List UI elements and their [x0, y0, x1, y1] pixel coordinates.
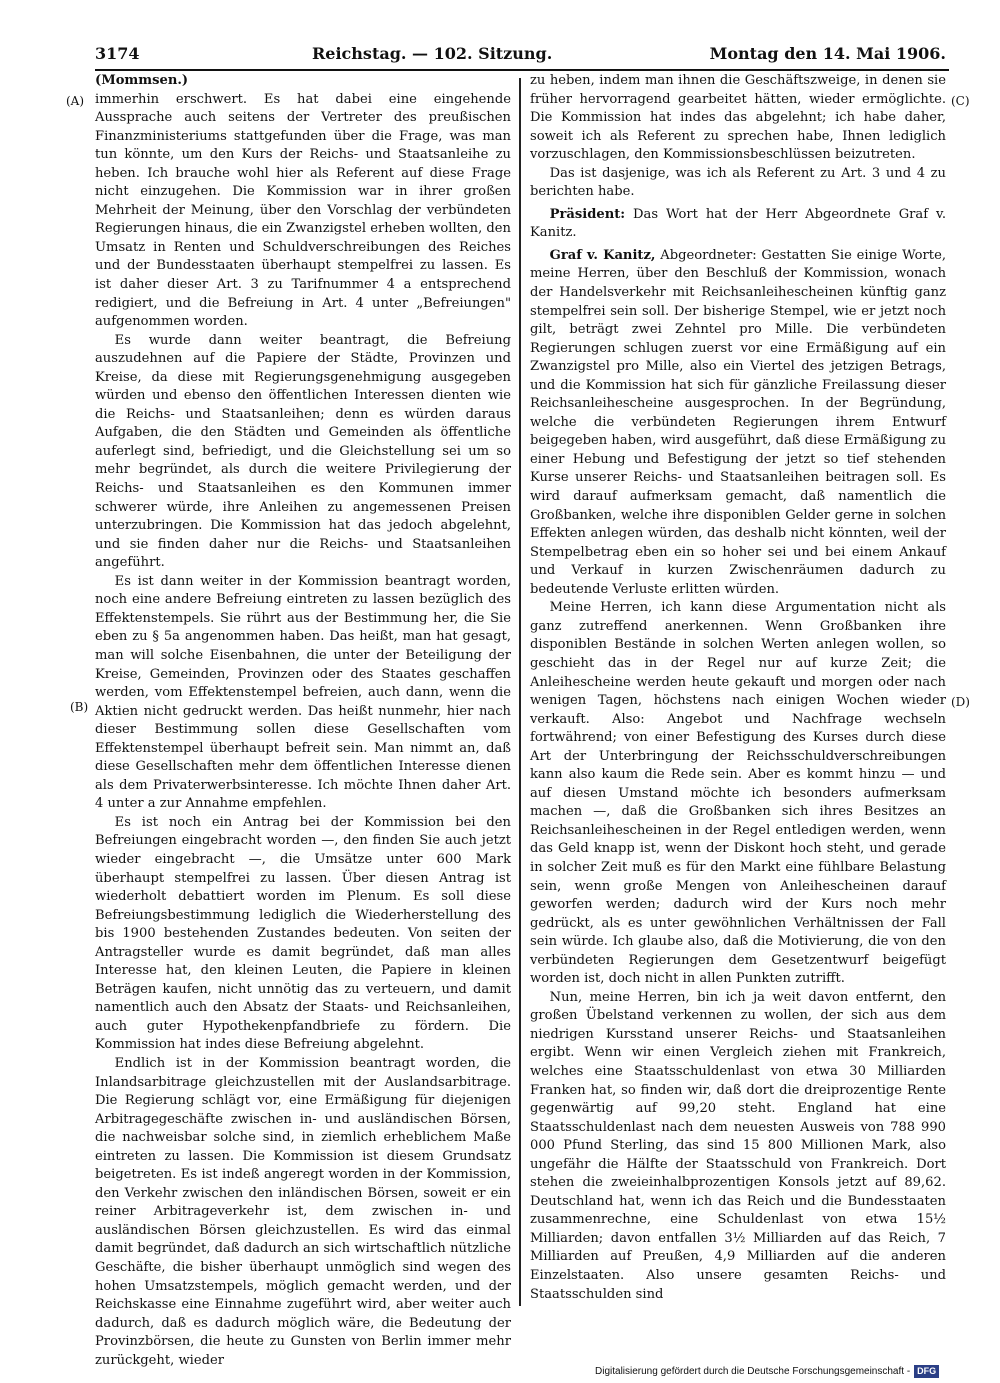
footer-text: Digitalisierung gefördert durch die Deutsche Forschungsgemeinschaft -	[595, 1366, 911, 1377]
paragraph: Das ist dasjenige, was ich als Referent zu Art. 3 und 4 zu berichten habe.	[530, 165, 946, 200]
president-text: Das Wort hat der Herr Abgeordnete Graf v. Kanitz.	[530, 206, 946, 241]
page-header	[95, 44, 949, 70]
speaker-name: Graf v. Kanitz,	[549, 247, 656, 263]
section-tag: (Mommsen.)	[95, 73, 189, 88]
speech-opening	[530, 247, 946, 599]
page-title: Reichstag. — 102. Sitzung.	[312, 44, 553, 63]
header-rule	[95, 69, 949, 71]
president-statement	[530, 206, 946, 243]
left-column	[95, 72, 511, 1368]
margin-mark-c: (C)	[951, 94, 970, 108]
paragraph: zu heben, indem man ihnen die Geschäftszweige, in denen sie früher hervorragend gearbeitet hätten, wieder ermöglichte. Die Kommission hat indes das abgelehnt; ich habe daher, soweit ich als Referent zu sprechen habe, Ihnen lediglich vorzuschlagen, den Kommissionsbeschlüssen beizutreten.	[530, 73, 946, 163]
paragraph: Endlich ist in der Kommission beantragt worden, die Inlandsarbitrage gleichzustellen mit der Auslandsarbitrage. Die Regierung schlägt vor, eine Ermäßigung für diejenigen Arbitragegeschäfte zwischen in- und ausländischen Börsen, die nachweisbar solche sind, in ziemlich erheblichem Maße eintreten zu lassen. Die Kommission ist diesem Grundsatz beigetreten. Es ist indeß angeregt worden in der Kommission, den Verkehr zwischen den inländischen Börsen, soweit er ein reiner Arbitrageverkehr ist, dem zwischen in- und ausländischen Börsen gleichzustellen. Es wird das einmal damit begründet, daß dadurch an sich wirtschaftlich nützliche Geschäfte, die bisher überhaupt unmöglich sind wegen des hohen Umsatzstempels, möglich gemacht werden, und der Reichskasse eine Einnahme zugeführt wird, aber weiter auch dadurch, daß es dadurch möglich wäre, die Bedeutung der Provinzbörsen, die heute zu Gunsten von Berlin immer mehr zurückgeht, wieder	[95, 1055, 511, 1368]
column-divider	[519, 78, 521, 1306]
speaker-role: Abgeordneter:	[660, 247, 757, 263]
paragraph: Meine Herren, ich kann diese Argumentation nicht als ganz zutreffend anerkennen. Wenn Großbanken ihre disponiblen Bestände in solchen Werten anlegen wollen, so geschieht das in der Regel nur auf kurze Zeit; die Anleihescheine werden heute gekauft und morgen oder nach wenigen Tagen, höchstens nach einigen Wochen wieder verkauft. Also: Angebot und Nachfrage wechseln fortwährend; von einer Befestigung des Kurses durch diese Art der Unterbringung der Reichsschuldverschreibungen kann also kaum die Rede sein. Aber es kommt hinzu — und auf diesen Umstand möchte ich besonders aufmerksam machen —, daß die Großbanken sich ihres Besitzes an Reichsanleihescheinen in der Regel entledigen werden, wenn das Geld knapp ist, wenn der Diskont hoch steht, und gerade in solcher Zeit muß es für den Markt eine fühlbare Belastung sein, wenn große Mengen von Anleihescheinen darauf geworfen werden; dadurch wird der Kurs noch mehr gedrückt, als es unter gewöhnlichen Verhältnissen der Fall sein würde. Ich glaube also, daß die Motivierung, die von den verbündeten Regierungen dem Gesetzentwurf beigefügt worden ist, doch nicht in allen Punkten zutrifft.	[530, 600, 946, 987]
section-tag-line	[95, 72, 511, 91]
session-date: Montag den 14. Mai 1906.	[709, 44, 946, 63]
paragraph: Es wurde dann weiter beantragt, die Befreiung auszudehnen auf die Papiere der Städte, Provinzen und Kreise, da diese mit Regierungsgenehmigung ausgegeben würden und ebenso den öffentlichen Interessen dienten wie die Reichs- und Staatsanleihen; denn es würden daraus Aufgaben, die den Städten und Gemeinden als öffentliche auferlegt sind, befriedigt, und die Gleichstellung sei um so mehr begründet, als durch die weitere Privilegierung der Reichs- und Staatsanleihen es den Kommunen immer schwerer würde, ihre Anleihen zu angemessenen Preisen unterzubringen. Die Kommission hat das jedoch abgelehnt, und sie finden daher nur die Reichs- und Staatsanleihen angeführt.	[95, 332, 511, 571]
footer	[595, 1364, 939, 1380]
paragraph: immerhin erschwert. Es hat dabei eine eingehende Aussprache auch seitens der Vertreter des preußischen Finanzministeriums stattgefunden über die Frage, was man tun könnte, um den Kurs der Reichs- und Staatsanleihe zu heben. Ich brauche wohl hier als Referent auf diese Frage nicht einzugehen. Die Kommission war in ihrer großen Mehrheit der Meinung, über den Vorschlag der verbündeten Regierungen hinaus, die ein Zwanzigstel erheben wollten, den Umsatz in Renten und Schuldverschreibungen des Reiches und der Bundesstaaten überhaupt stempelfrei zu lassen. Es ist daher dieser Art. 3 zu Tarifnummer 4 a entsprechend redigiert, und die Befreiung in Art. 4 unter „Befreiungen" aufgenommen worden.	[95, 91, 511, 330]
speech-text: Gestatten Sie einige Worte, meine Herren, über den Beschluß der Kommission, wonach der Handelsverkehr mit Reichsanleihescheinen künftig ganz stempelfrei sein soll. Der bisherige Stempel, wie er jetzt noch gilt, beträgt zwei Zehntel pro Mille. Die verbündeten Regierungen schlugen zuerst vor eine Ermäßigung auf ein Zwanzigstel pro Mille, also ein Viertel des jetzigen Betrags, und die Kommission hat sich für gänzliche Freilassung dieser Reichsanleihescheine ausgesprochen. In der Begründung, welche die verbündeten Regierungen ihrem Entwurf beigegeben haben, wird ausgeführt, daß diese Ermäßigung zu einer Hebung und Befestigung der jetzt so tief stehenden Kurse unserer Reichs- und Staatsanleihen beitragen soll. Es wird darauf aufmerksam gemacht, daß namentlich die Großbanken, welche ihre disponiblen Gelder gerne in solchen Effekten anlegen würden, das deshalb nicht könnten, weil der Stempelbetrag eben ein so hoher sei und bei einem Ankauf und Verkauf in kurzen Zwischenräumen dadurch zu bedeutende Verluste erlitten würden.	[530, 247, 946, 597]
dfg-logo: DFG	[914, 1365, 939, 1378]
president-label: Präsident:	[549, 206, 626, 222]
paragraph: Nun, meine Herren, bin ich ja weit davon entfernt, den großen Übelstand verkennen zu wollen, der sich aus dem niedrigen Kursstand unserer Reichs- und Staatsanleihen ergibt. Wenn wir einen Vergleich ziehen mit Frankreich, welches eine Staatsschuldenlast von etwa 30 Milliarden Franken hat, so finden wir, daß dort die dreiprozentige Rente gegenwärtig auf 99,20 steht. England hat eine Staatsschuldenlast nach dem neuesten Ausweis von 788 990 000 Pfund Sterling, das sind 15 800 Millionen Mark, also ungefähr die Hälfte der Staatsschuld von Frankreich. Dort stehen die zweieinhalbprozentigen Konsols jetzt auf 89,62. Deutschland hat, wenn ich das Reich und die Bundesstaaten zusammenrechne, eine Schuldenlast von etwa 15½ Milliarden; davon entfallen 3½ Milliarden auf das Reich, 7 Milliarden auf Preußen, 4,9 Milliarden auf die anderen Einzelstaaten. Also unsere gesamten Reichs- und Staatsschulden sind	[530, 989, 946, 1302]
paragraph: Es ist noch ein Antrag bei der Kommission bei den Befreiungen eingebracht worden —, den finden Sie auch jetzt wieder eingebracht —, die Umsätze unter 600 Mark überhaupt stempelfrei zu lassen. Über diesen Antrag ist wiederholt debattiert worden im Plenum. Es soll diese Befreiungsbestimmung lediglich die Wiederherstellung des bis 1900 bestehenden Zustandes bedeuten. Von seiten der Antragsteller wurde es damit begründet, daß man alles Interesse hat, den kleinen Leuten, die Papiere in kleinen Beträgen kaufen, nicht unnötig das zu verteuern, und damit namentlich auch den Absatz der Staats- und Reichsanleihen, auch guter Hypothekenpfandbriefe zu fördern. Die Kommission hat indes diese Befreiung abgelehnt.	[95, 814, 511, 1053]
margin-mark-a: (A)	[66, 94, 85, 108]
margin-mark-b: (B)	[70, 700, 89, 714]
paragraph: Es ist dann weiter in der Kommission beantragt worden, noch eine andere Befreiung eintreten zu lassen bezüglich des Effektenstempels. Sie rührt aus der Bestimmung her, die Sie eben zu § 5a angenommen haben. Das heißt, man hat gesagt, man will solche Eisenbahnen, die unter der Beteiligung der Kreise, Gemeinden, Provinzen oder des Staates geschaffen werden, vom Effektenstempel befreien, auch dann, wenn die Aktien nicht gedruckt werden. Das heißt nunmehr, hier nach dieser Bestimmung sollen diese Gesellschaften vom Effektenstempel überhaupt befreit sein. Man nimmt an, daß diese Gesellschaften mehr dem öffentlichen Interesse dienen als dem Privaterwerbsinteresse. Ich möchte Ihnen daher Art. 4 unter a zur Annahme empfehlen.	[95, 573, 511, 812]
margin-mark-d: (D)	[951, 695, 970, 709]
right-column	[530, 72, 946, 1308]
page-number: 3174	[95, 44, 140, 63]
